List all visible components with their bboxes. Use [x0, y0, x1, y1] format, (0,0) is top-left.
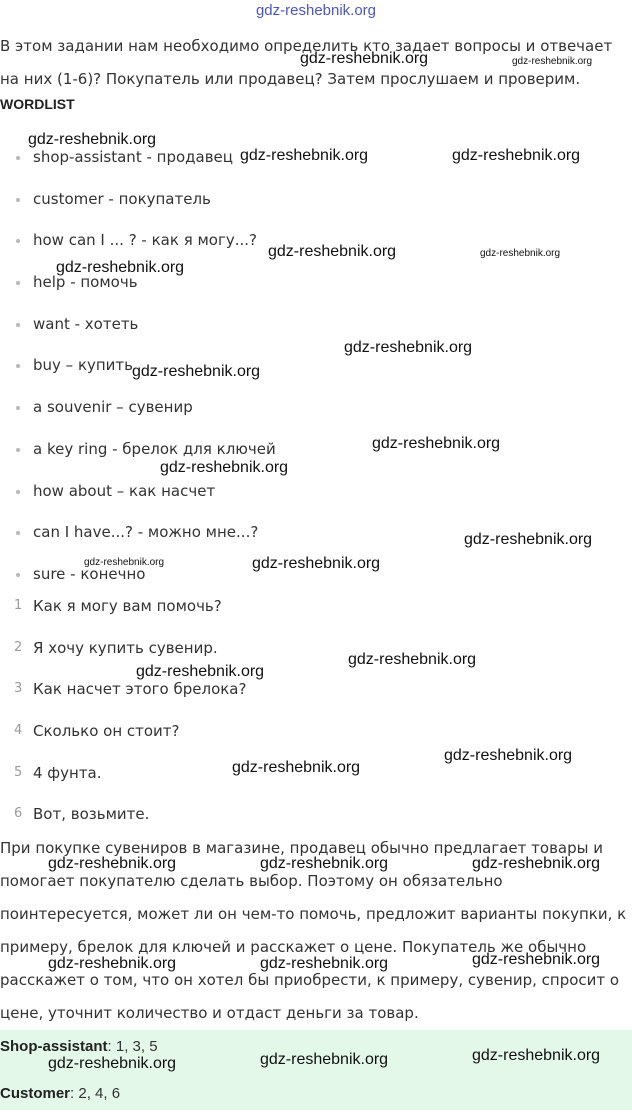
- phrase-number: 4: [14, 723, 23, 739]
- watermark: gdz-reshebnik.org: [260, 855, 389, 872]
- watermark: gdz-reshebnik.org: [344, 339, 473, 356]
- watermark: gdz-reshebnik.org: [464, 531, 593, 548]
- bullet-icon: [16, 573, 20, 577]
- wordlist-item: [0, 395, 632, 437]
- bullet-icon: [16, 531, 20, 535]
- watermark: gdz-reshebnik.org: [300, 50, 429, 67]
- watermark: gdz-reshebnik.org: [84, 557, 165, 568]
- phrase-item: [0, 594, 632, 636]
- wordlist-item: [0, 479, 632, 521]
- bullet-icon: [16, 239, 20, 243]
- wordlist-item-text: a key ring - брелок для ключей: [33, 439, 276, 458]
- phrase-item: [0, 677, 632, 719]
- watermark: gdz-reshebnik.org: [472, 855, 601, 872]
- watermark: gdz-reshebnik.org: [472, 951, 601, 968]
- watermark: gdz-reshebnik.org: [132, 363, 261, 380]
- bullet-icon: [16, 448, 20, 452]
- answer-label: Shop-assistant: [0, 1038, 108, 1055]
- answer-value: : 1, 3, 5: [107, 1038, 158, 1055]
- bullet-icon: [16, 490, 20, 494]
- watermark: gdz-reshebnik.org: [240, 147, 369, 164]
- wordlist-item-text: sure - конечно: [33, 564, 146, 583]
- site-header-link[interactable]: gdz-reshebnik.org: [255, 2, 377, 19]
- explanation-text: При покупке сувениров в магазине, продавец обычно предлагает товары и помогает покупателю сделать выбор. Поэтому он обязательно поинтересуется, может ли он чем-то помочь, предложит варианты покупки, к примеру, брелок для ключей и расскажет о цене. Покупатель же обычно расскажет о том, что он хотел бы приобрести, к примеру, сувенир, спросит о цене, уточнит количество и отдаст деньги за товар.: [0, 839, 627, 1022]
- answer-customer: [0, 1085, 120, 1102]
- intro-text: В этом задании нам необходимо определить кто задает вопросы и отвечает на них (1-6)? Покупатель или продавец? Затем прослушаем и проверим.: [0, 37, 613, 88]
- wordlist-item: [0, 437, 632, 479]
- wordlist-item-text: customer - покупатель: [33, 189, 211, 208]
- phrase-number: 2: [14, 639, 23, 655]
- phrase-number: 3: [14, 681, 23, 697]
- wordlist-item-text: a souvenir – сувенир: [33, 398, 193, 417]
- bullet-icon: [16, 156, 20, 160]
- answer-shop-assistant: [0, 1038, 158, 1055]
- wordlist-item: [0, 353, 632, 395]
- bullet-icon: [16, 406, 20, 410]
- watermark: gdz-reshebnik.org: [480, 248, 561, 259]
- watermark: gdz-reshebnik.org: [232, 759, 361, 776]
- phrase-item: [0, 636, 632, 678]
- phrase-text: Сколько он стоит?: [33, 722, 180, 741]
- watermark: gdz-reshebnik.org: [372, 435, 501, 452]
- watermark: gdz-reshebnik.org: [48, 955, 177, 972]
- wordlist-item-text: help - помочь: [33, 273, 138, 292]
- wordlist-item: [0, 187, 632, 229]
- watermark: gdz-reshebnik.org: [48, 855, 177, 872]
- bullet-icon: [16, 323, 20, 327]
- phrase-number: 1: [14, 598, 23, 613]
- phrase-list: [0, 594, 632, 844]
- watermark: gdz-reshebnik.org: [48, 1055, 177, 1072]
- phrase-text: Я хочу купить сувенир.: [33, 638, 218, 657]
- watermark: gdz-reshebnik.org: [136, 663, 265, 680]
- phrase-number: 6: [14, 806, 23, 822]
- watermark: gdz-reshebnik.org: [56, 259, 185, 276]
- watermark: gdz-reshebnik.org: [28, 131, 157, 148]
- watermark: gdz-reshebnik.org: [452, 147, 581, 164]
- phrase-number: 5: [14, 764, 23, 780]
- phrase-text: Вот, возьмите.: [33, 805, 150, 824]
- watermark: gdz-reshebnik.org: [268, 243, 397, 260]
- phrase-text: 4 фунта.: [33, 763, 102, 782]
- wordlist-item-text: buy – купить: [33, 356, 134, 375]
- wordlist-item-text: can I have...? - можно мне...?: [33, 523, 259, 542]
- answer-label: Customer: [0, 1085, 71, 1102]
- wordlist-item: [0, 312, 632, 354]
- bullet-icon: [16, 364, 20, 368]
- wordlist-heading: WORDLIST: [0, 96, 75, 112]
- watermark: gdz-reshebnik.org: [260, 1051, 389, 1068]
- watermark: gdz-reshebnik.org: [160, 459, 289, 476]
- watermark: gdz-reshebnik.org: [252, 555, 381, 572]
- wordlist-item-text: want - хотеть: [33, 314, 139, 333]
- bullet-icon: [16, 281, 20, 285]
- phrase-text: Как я могу вам помочь?: [33, 597, 222, 615]
- wordlist-item-text: how about – как насчет: [33, 481, 216, 500]
- watermark: gdz-reshebnik.org: [348, 651, 477, 668]
- watermark: gdz-reshebnik.org: [260, 955, 389, 972]
- phrase-text: Как насчет этого брелока?: [33, 680, 247, 699]
- watermark: gdz-reshebnik.org: [472, 1047, 601, 1064]
- watermark: gdz-reshebnik.org: [512, 56, 593, 67]
- wordlist-item-text: shop-assistant - продавец: [33, 148, 233, 166]
- bullet-icon: [16, 198, 20, 202]
- wordlist-item-text: how can I ... ? - как я могу...?: [33, 231, 257, 250]
- answer-value: : 2, 4, 6: [70, 1085, 121, 1102]
- watermark: gdz-reshebnik.org: [444, 747, 573, 764]
